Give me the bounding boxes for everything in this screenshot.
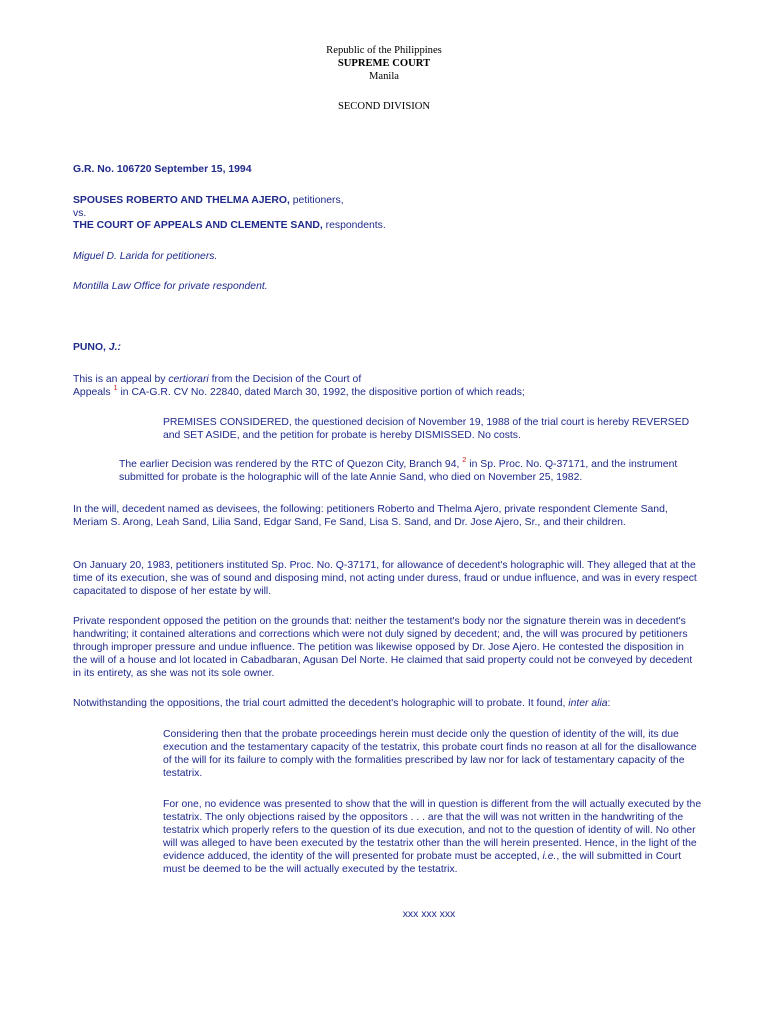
petitioners-name: SPOUSES ROBERTO AND THELMA AJERO, [73, 195, 290, 206]
text-run: , the will submitted in Court must be deemed to be the will actually executed by the testatrix. [163, 851, 682, 875]
footnote-2-link[interactable]: 2 [462, 455, 467, 464]
text-run: from the Decision of the Court of [208, 374, 362, 385]
respondents-role: respondents. [322, 220, 386, 231]
paragraph-2 [119, 455, 679, 484]
ponente-name: PUNO, [73, 342, 109, 353]
quote-3 [163, 798, 703, 876]
header-court: SUPREME COURT [337, 58, 431, 69]
text-run: Notwithstanding the oppositions, the trial court admitted the decedent's holographic will to probate. It found, [73, 698, 569, 709]
header-country: Republic of the Philippines [326, 45, 442, 56]
paragraph-1-line-1 [73, 373, 698, 386]
text-run: in CA-G.R. CV No. 22840, dated March 30, 1992, the dispositive portion of which reads; [117, 387, 525, 398]
petitioners-line [73, 194, 698, 207]
ponente [73, 341, 698, 354]
text-run: This is an appeal by [73, 374, 169, 385]
text-run: : [607, 698, 611, 709]
counsel-petitioners: Miguel D. Larida for petitioners. [73, 251, 218, 262]
italic-run: i.e. [542, 851, 557, 862]
quote-1: PREMISES CONSIDERED, the questioned decision of November 19, 1988 of the trial court is hereby REVERSED and SET ASIDE, and the petition for probate is hereby DISMISSED. No costs. [163, 417, 690, 441]
paragraph-1-line-2 [73, 383, 698, 399]
paragraph-5: Private respondent opposed the petition on the grounds that: neither the testament's body nor the signature therein was in decedent's handwriting; it contained alterations and corrections which were not duly signed by decedent; and, the will was procured by petitioners through improper pressure and undue influence. The petition was likewise opposed by Dr. Jose Ajero. He contested the disposition in the will of a house and lot located in Cabadbaran, Agusan Del Norte. He claimed that said property could not be conveyed by decedent in its entirety, as she was not its sole owner. [73, 616, 693, 679]
paragraph-3: In the will, decedent named as devisees, the following: petitioners Roberto and Thelma Ajero, private respondent Clemente Sand, Meriam S. Arong, Leah Sand, Lilia Sand, Edgar Sand, Fe Sand, Lisa S. Sand, and Dr. Jose Ajero, Sr., and their children. [73, 504, 668, 528]
italic-run: inter alia [568, 698, 608, 709]
text-run: For one, no evidence was presented to show that the will in question is different from the will actually executed by the testatrix. The only objections raised by the oppositors . . . are that the will was not written in the handwriting of the testatrix which properly refers to the question of its due execution, and not to the question of identity of will. No other will was alleged to have been executed by the testatrix other than the will herein presented. Hence, in the light of the evidence adduced, the identity of the will presented for probate must be accepted, [163, 799, 702, 862]
respondents-name: THE COURT OF APPEALS AND CLEMENTE SAND, [73, 220, 323, 231]
ellipsis-marker: xxx xxx xxx [402, 909, 456, 920]
text-run: The earlier Decision was rendered by the RTC of Quezon City, Branch 94, [119, 459, 463, 470]
paragraph-1 [73, 373, 698, 399]
counsel-respondent: Montilla Law Office for private respondent. [73, 281, 268, 292]
text-run: in Sp. Proc. No. Q-37171, and the instrument submitted for probate is the holographic will of the late Annie Sand, who died on November 25, 1982. [119, 459, 678, 483]
petitioners-role: petitioners, [289, 195, 344, 206]
header-city: Manila [368, 71, 399, 82]
header-division: SECOND DIVISION [337, 101, 431, 112]
footnote-1-link[interactable]: 1 [113, 383, 118, 392]
italic-run: certiorari [168, 374, 209, 385]
quote-2: Considering then that the probate proceedings herein must decide only the question of identity of the will, its due execution and the testamentary capacity of the testatrix, this probate court finds no reason at all for the disallowance of the will for its failure to comply with the formalities prescribed by law nor for lack of testamentary capacity of the testatrix. [163, 729, 697, 779]
paragraph-4: On January 20, 1983, petitioners instituted Sp. Proc. No. Q-37171, for allowance of decedent's holographic will. They alleged that at the time of its execution, she was of sound and disposing mind, not acting under duress, fraud or undue influence, and was in every respect capacitated to dispose of her estate by will. [73, 560, 697, 597]
paragraph-6 [73, 697, 698, 710]
versus-label: vs. [73, 208, 87, 219]
case-number: G.R. No. 106720 September 15, 1994 [73, 164, 252, 175]
ponente-suffix: J.: [108, 342, 121, 353]
text-run: Appeals [73, 387, 114, 398]
respondents-line [73, 219, 698, 232]
